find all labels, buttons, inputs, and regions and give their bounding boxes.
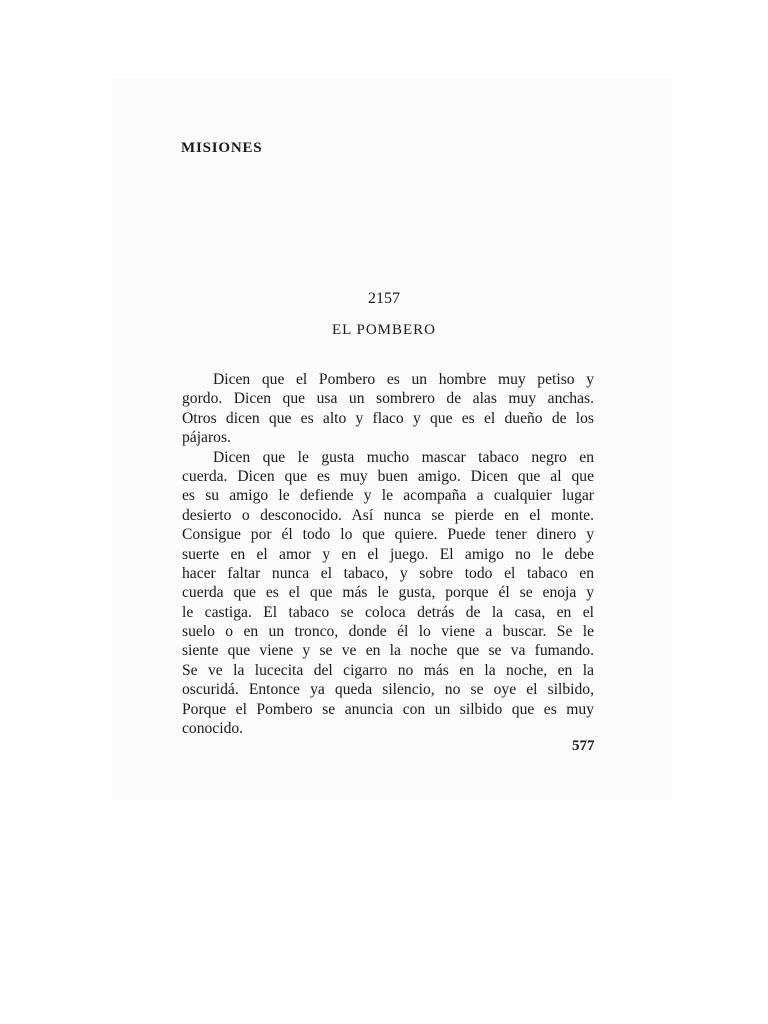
text-line: conocido. xyxy=(182,720,244,738)
text-line: Porque el Pombero se anuncia con un silbido que es muy xyxy=(182,700,594,718)
story-title: EL POMBERO xyxy=(331,322,437,338)
text-line: gordo. Dicen que usa un sombrero de alas muy anchas. xyxy=(182,390,594,408)
text-line: Consigue por él todo lo que quiere. Puede tener dinero y xyxy=(182,526,594,544)
text-line: suerte en el amor y en el juego. El amigo no le debe xyxy=(182,545,594,563)
page-number: 577 xyxy=(572,738,595,754)
paragraph xyxy=(182,370,594,448)
text-line: cuerda. Dicen que es muy buen amigo. Dicen que al que xyxy=(182,467,594,485)
story-body xyxy=(182,370,594,738)
text-line: suelo o en un tronco, donde él lo viene a buscar. Se le xyxy=(182,623,594,641)
story-number: 2157 xyxy=(368,290,400,307)
paragraph xyxy=(182,448,594,739)
text-line: cuerda que es el que más le gusta, porque él se enoja y xyxy=(182,584,594,602)
text-line: Se ve la lucecita del cigarro no más en la noche, en la xyxy=(182,661,594,679)
text-line: desierto o desconocido. Así nunca se pierde en el monte. xyxy=(182,506,594,524)
text-line: siente que viene y se ve en la noche que se va fumando. xyxy=(182,642,594,660)
text-line: es su amigo le defiende y le acompaña a cualquier lugar xyxy=(182,487,594,505)
running-head: MISIONES xyxy=(181,140,263,156)
text-line: le castiga. El tabaco se coloca detrás de la casa, en el xyxy=(182,603,594,621)
text-line: Dicen que le gusta mucho mascar tabaco negro en xyxy=(213,448,594,466)
text-line: oscuridá. Entonce ya queda silencio, no se oye el silbido, xyxy=(182,681,594,699)
text-line: Otros dicen que es alto y flaco y que es el dueño de los xyxy=(182,409,594,427)
text-line: hacer faltar nunca el tabaco, y sobre todo el tabaco en xyxy=(182,564,594,582)
text-line: pájaros. xyxy=(182,429,231,447)
text-line: Dicen que el Pombero es un hombre muy petiso y xyxy=(213,371,594,388)
